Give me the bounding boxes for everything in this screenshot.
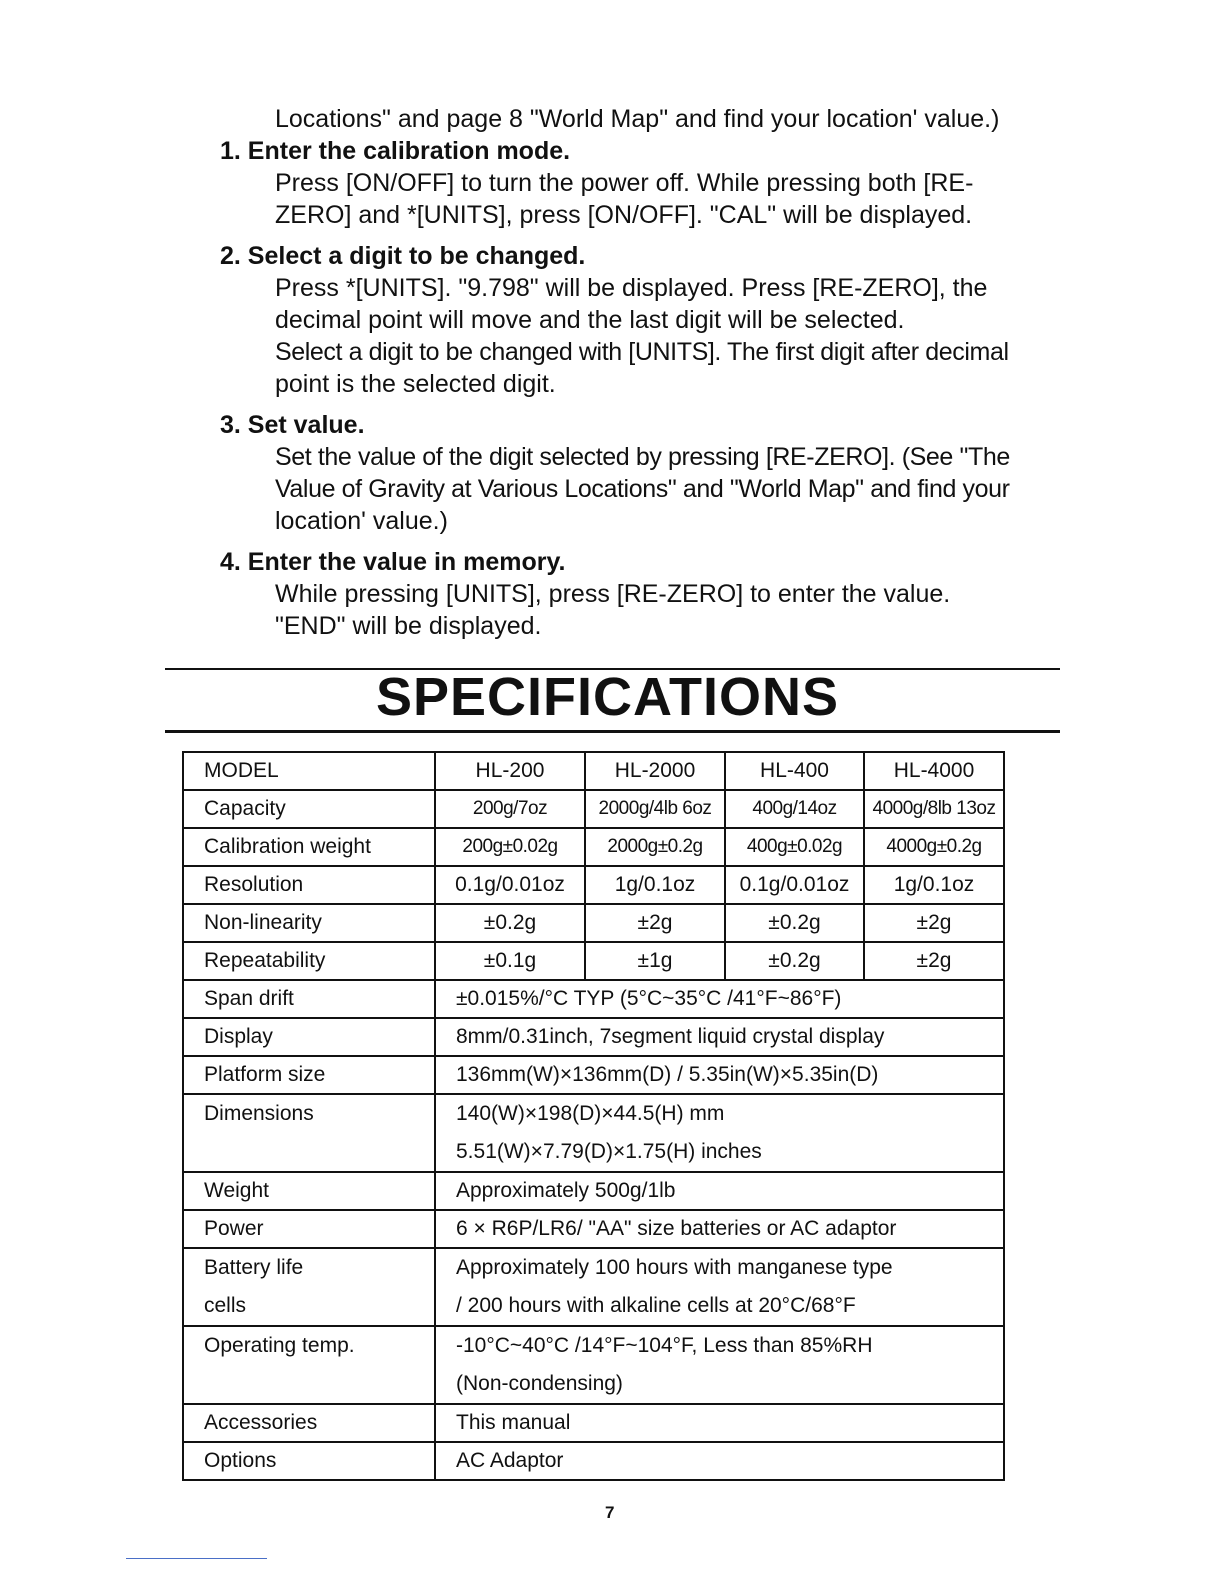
table-row [183,1056,1004,1094]
row-label-line: Operating temp. [204,1334,355,1357]
spec-value: ±1g [585,942,725,980]
spec-value-line: 8mm/0.31inch, 7segment liquid crystal display [456,1025,885,1048]
intro-text: Locations" and page 8 "World Map" and find your location' value.) [275,105,1000,133]
step-title: 2. Select a digit to be changed. [220,242,586,270]
step-line: Value of Gravity at Various Locations" and "World Map" and find your [275,475,1010,503]
spec-value: 400g±0.02g [725,828,864,866]
specifications-table [182,751,1005,1481]
spec-value-line: Approximately 500g/1lb [456,1179,676,1202]
step-2 [220,241,1070,400]
table-header-row [183,752,1004,790]
step-line: Press *[UNITS]. "9.798" will be displayed. Press [RE-ZERO], the [275,274,988,302]
row-label [183,1172,435,1210]
model-header: HL-200 [435,752,585,790]
row-label [183,1210,435,1248]
row-label: Calibration weight [183,828,435,866]
calibration-steps [220,136,1070,652]
row-label-line: Weight [204,1179,269,1202]
spec-value-line: 140(W)×198(D)×44.5(H) mm [456,1102,725,1125]
row-label-line: Span drift [204,987,294,1010]
row-label-line: Dimensions [204,1102,314,1125]
spec-value: 400g/14oz [725,790,864,828]
spec-value [435,1172,1004,1210]
row-label [183,1326,435,1404]
table-row [183,1404,1004,1442]
spec-value [435,980,1004,1018]
row-label [183,1056,435,1094]
row-label-line: Accessories [204,1411,318,1434]
table-row [183,790,1004,828]
table-row [183,980,1004,1018]
spec-value-line: (Non-condensing) [456,1372,623,1395]
spec-value-line: / 200 hours with alkaline cells at 20°C/68°F [456,1294,856,1317]
row-label-line: Battery life [204,1256,304,1279]
step-1 [220,136,1070,231]
row-label-line: Display [204,1025,273,1048]
spec-value-line: 6 × R6P/LR6/ "AA" size batteries or AC adaptor [456,1217,897,1240]
spec-value: 2000g/4lb 6oz [585,790,725,828]
model-header: HL-4000 [864,752,1004,790]
table-row [183,828,1004,866]
step-line: point is the selected digit. [275,370,556,398]
table-row [183,1326,1004,1404]
spec-value: ±2g [585,904,725,942]
row-label [183,1094,435,1172]
step-line: While pressing [UNITS], press [RE-ZERO] to enter the value. [275,580,951,608]
row-label [183,1248,435,1326]
spec-value: ±2g [864,942,1004,980]
spec-value: 200g±0.02g [435,828,585,866]
spec-value: 200g/7oz [435,790,585,828]
row-label: Resolution [183,866,435,904]
spec-value: 0.1g/0.01oz [725,866,864,904]
step-3 [220,410,1070,537]
table-row [183,1442,1004,1480]
spec-value: 4000g/8lb 13oz [864,790,1004,828]
row-label [183,1404,435,1442]
step-title: 1. Enter the calibration mode. [220,137,571,165]
step-4 [220,547,1070,642]
step-line: ZERO] and *[UNITS], press [ON/OFF]. "CAL" will be displayed. [275,201,973,229]
spec-value-line: This manual [456,1411,571,1434]
table-row [183,904,1004,942]
spec-value: 4000g±0.2g [864,828,1004,866]
table-row [183,1094,1004,1172]
row-label: Capacity [183,790,435,828]
spec-value: ±0.2g [435,904,585,942]
spec-value [435,1210,1004,1248]
step-title: 3. Set value. [220,411,365,439]
spec-value [435,1094,1004,1172]
spec-value-line: ±0.015%/°C TYP (5°C~35°C /41°F~86°F) [456,987,842,1010]
spec-value: 0.1g/0.01oz [435,866,585,904]
table-row [183,1210,1004,1248]
spec-value [435,1056,1004,1094]
row-label [183,980,435,1018]
page-title: SPECIFICATIONS [376,667,840,727]
row-label-line: Power [204,1217,264,1240]
step-line: Set the value of the digit selected by pressing [RE-ZERO]. (See "The [275,443,1010,471]
spec-value: ±2g [864,904,1004,942]
row-label: Repeatability [183,942,435,980]
step-title: 4. Enter the value in memory. [220,548,566,576]
step-line: Press [ON/OFF] to turn the power off. While pressing both [RE- [275,169,974,197]
spec-value [435,1404,1004,1442]
spec-value-line: AC Adaptor [456,1449,564,1472]
spec-value: ±0.1g [435,942,585,980]
spec-value: 1g/0.1oz [585,866,725,904]
row-label-line: Platform size [204,1063,326,1086]
model-header: HL-2000 [585,752,725,790]
spec-value: 1g/0.1oz [864,866,1004,904]
table-row [183,866,1004,904]
table-row [183,942,1004,980]
row-label: MODEL [183,752,435,790]
spec-value: ±0.2g [725,904,864,942]
spec-value-line: 5.51(W)×7.79(D)×1.75(H) inches [456,1140,762,1163]
spec-value-line: -10°C~40°C /14°F~104°F, Less than 85%RH [456,1334,873,1357]
table-row [183,1172,1004,1210]
step-line: "END" will be displayed. [275,612,542,640]
row-label [183,1442,435,1480]
row-label [183,1018,435,1056]
step-line: decimal point will move and the last digit will be selected. [275,306,905,334]
page-number: 7 [605,1503,615,1522]
spec-value [435,1018,1004,1056]
step-line: location' value.) [275,507,448,535]
step-line: Select a digit to be changed with [UNITS]. The first digit after decimal [275,338,1009,366]
spec-value: 2000g±0.2g [585,828,725,866]
spec-value [435,1248,1004,1326]
row-label-line: cells [204,1294,247,1317]
row-label-line: Options [204,1449,277,1472]
spec-value: ±0.2g [725,942,864,980]
row-label: Non-linearity [183,904,435,942]
footer-link-underline [126,1558,267,1559]
spec-value [435,1326,1004,1404]
model-header: HL-400 [725,752,864,790]
table-row [183,1248,1004,1326]
spec-value-line: Approximately 100 hours with manganese type [456,1256,893,1279]
table-row [183,1018,1004,1056]
spec-value [435,1442,1004,1480]
spec-value-line: 136mm(W)×136mm(D) / 5.35in(W)×5.35in(D) [456,1063,879,1086]
